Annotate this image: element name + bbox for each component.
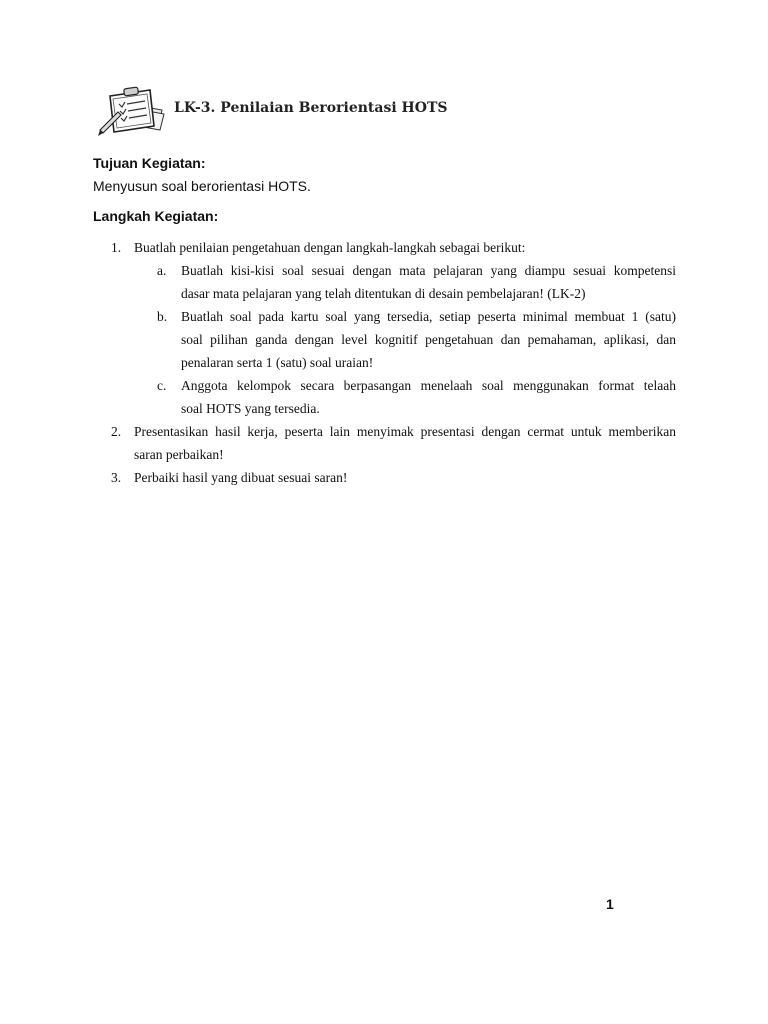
- item-text-line: Buatlah kisi-kisi soal sesuai dengan mata pelajaran yang diampu sesuai kompetensi: [181, 263, 676, 278]
- item-letter: b.: [157, 309, 168, 324]
- page-number: 1: [606, 896, 614, 912]
- clipboard-with-pen-icon: [96, 86, 168, 138]
- worksheet-header: [96, 86, 656, 138]
- item-text-line: Buatlah soal pada kartu soal yang tersedia, setiap peserta minimal membuat 1 (satu): [181, 309, 676, 324]
- item-text-line: dasar mata pelajaran yang telah ditentukan di desain pembelajaran! (LK-2): [181, 286, 586, 301]
- page-title: LK-3. Penilaian Berorientasi HOTS: [174, 100, 448, 116]
- item-number: 1.: [111, 240, 122, 255]
- tujuan-heading: Tujuan Kegiatan:: [93, 155, 206, 171]
- item-text-line: soal HOTS yang tersedia.: [181, 401, 320, 416]
- item-text: Buatlah penilaian pengetahuan dengan langkah-langkah sebagai berikut:: [134, 240, 526, 255]
- item-text-line: soal pilihan ganda dengan level kognitif pengetahuan dan pemahaman, aplikasi, dan: [181, 332, 676, 347]
- tujuan-text: Menyusun soal berorientasi HOTS.: [93, 178, 311, 194]
- item-text-line: Perbaiki hasil yang dibuat sesuai saran!: [134, 470, 348, 485]
- item-text-line: penalaran serta 1 (satu) soal uraian!: [181, 355, 374, 370]
- langkah-heading: Langkah Kegiatan:: [93, 208, 219, 224]
- item-letter: c.: [157, 378, 167, 393]
- item-letter: a.: [157, 263, 167, 278]
- item-text-line: saran perbaikan!: [134, 447, 224, 462]
- item-text-line: Presentasikan hasil kerja, peserta lain menyimak presentasi dengan cermat untuk memberikan: [134, 424, 676, 439]
- item-number: 3.: [111, 470, 122, 485]
- item-number: 2.: [111, 424, 122, 439]
- item-text-line: Anggota kelompok secara berpasangan menelaah soal menggunakan format telaah: [181, 378, 676, 393]
